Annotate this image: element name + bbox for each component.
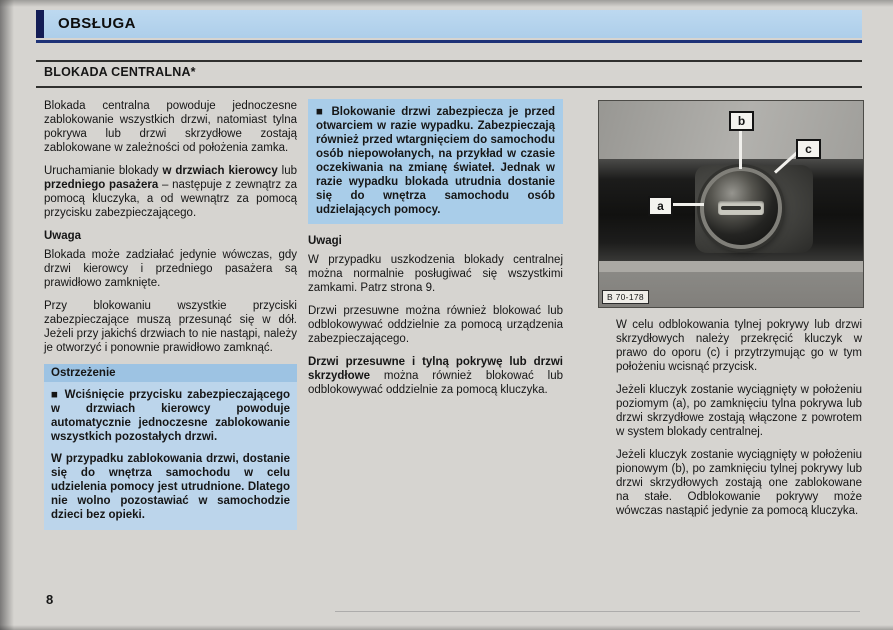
header-underline bbox=[36, 40, 862, 43]
text-run: Uruchamianie blokady bbox=[44, 165, 163, 177]
scan-edge-bottom bbox=[0, 625, 893, 630]
paragraph bbox=[308, 355, 563, 397]
text-run: lub bbox=[277, 165, 298, 177]
paragraph: Blokada może zadziałać jedynie wówczas, gdy drzwi kierowcy i przedniego pasażera są prawidłowo zamknięte. bbox=[44, 249, 297, 289]
column-middle bbox=[308, 99, 563, 406]
note-heading: Uwagi bbox=[308, 235, 342, 247]
warning-body bbox=[44, 382, 297, 530]
text-run-bold: w drzwiach kierowcy bbox=[162, 165, 278, 177]
page-number: 8 bbox=[46, 592, 54, 607]
page-header bbox=[36, 10, 862, 38]
column-left bbox=[44, 99, 297, 530]
paragraph: W przypadku uszkodzenia blokady centralnej można normalnie posługiwać się wszystkimi zamkami. Patrz strona 9. bbox=[308, 254, 563, 294]
text-run-bold: Drzwi przesuwne i tylną pokrywę lub drzwi skrzydłowe bbox=[308, 356, 563, 382]
figure-reference-code: B 70-178 bbox=[602, 290, 649, 304]
figure-label-c: c bbox=[796, 139, 821, 159]
figure-label-a: a bbox=[648, 196, 673, 216]
warning-heading: Ostrzeżenie bbox=[44, 364, 297, 382]
page-header-title: OBSŁUGA bbox=[58, 15, 136, 32]
print-bleed-line bbox=[335, 611, 860, 612]
info-highlight-box: ■ Blokowanie drzwi zabezpiecza je przed otwarciem w razie wypadku. Zabezpieczają również przed wtargnięciem do samochodu osób niepowołanych, na przykład w czasie oczekiwania na zmianę świateł. Jednak w razie wypadku blokada utrudnia dostanie się do wnętrza samochodu osób udzielających pomocy. bbox=[308, 99, 563, 224]
warning-paragraph: W przypadku zablokowania drzwi, dostanie się do wnętrza samochodu w celu udzielenia pomocy jest utrudnione. Dlatego nie wolno pozostawiać w samochodzie dzieci bez opieki. bbox=[51, 453, 290, 521]
keyhole-slot bbox=[718, 201, 764, 215]
paragraph: Przy blokowaniu wszystkie przyciski zabezpieczające muszą przesunąć się w dół. Jeżeli przy jakichś drzwiach to nie nastąpi, należy je otworzyć i ponownie prawidłowo zamknąć. bbox=[44, 300, 297, 354]
paragraph: Jeżeli kluczyk zostanie wyciągnięty w położeniu poziomym (a), po zamknięciu tylna pokrywa lub drzwi skrzydłowe zostają włączone z powrotem w system blokady centralnej. bbox=[616, 384, 862, 438]
paragraph: Blokada centralna powoduje jednoczesne zablokowanie wszystkich drzwi, natomiast tylna pokrywa lub drzwi skrzydłowe zostają zablokowane w zależności od położenia zamka. bbox=[44, 100, 297, 154]
section-rule-bottom bbox=[36, 86, 862, 88]
figure-lower-strip bbox=[599, 261, 863, 272]
lock-cylinder-figure bbox=[598, 100, 864, 308]
warning-paragraph: ■ Wciśnięcie przycisku zabezpieczającego w drzwiach kierowcy powoduje automatycznie jednoczesne zablokowanie wszystkich pozostałych drzwi. bbox=[51, 389, 290, 443]
text-run: – następuje z zewnątrz za pomocą kluczyka, a od wewnątrz za pomocą przycisku zabezpieczającego. bbox=[44, 179, 297, 219]
callout-line-a bbox=[670, 203, 704, 206]
paragraph: W celu odblokowania tylnej pokrywy lub drzwi skrzydłowych należy przekręcić kluczyk w prawo do oporu (c) i przytrzymując go w tym położeniu wcisnąć przycisk. bbox=[616, 319, 862, 373]
column-right bbox=[616, 318, 862, 527]
paragraph: Jeżeli kluczyk zostanie wyciągnięty w położeniu pionowym (b), po zamknięciu tylnej pokrywy lub drzwi skrzydłowych zostają one zablokowane na stałe. Odblokowanie pokrywy może wówczas nastąpić jedynie za pomocą kluczyka. bbox=[616, 449, 862, 517]
scan-edge-top bbox=[0, 0, 893, 7]
text-run: można również blokować lub odblokowywać oddzielnie za pomocą kluczyka. bbox=[308, 370, 563, 396]
paragraph: Drzwi przesuwne można również blokować lub odblokowywać oddzielnie za pomocą urządzenia zabezpieczającego. bbox=[308, 305, 563, 345]
warning-box bbox=[44, 364, 297, 530]
paragraph bbox=[44, 164, 297, 220]
note-heading: Uwaga bbox=[44, 230, 82, 242]
callout-line-b bbox=[739, 127, 742, 169]
keyhole-slot-line bbox=[721, 206, 761, 210]
figure-label-b: b bbox=[729, 111, 754, 131]
header-accent-stripe bbox=[36, 10, 44, 38]
section-rule-top bbox=[36, 60, 862, 62]
section-title: BLOKADA CENTRALNA* bbox=[44, 65, 196, 79]
text-run-bold: przedniego pasażera bbox=[44, 179, 159, 191]
scan-edge-left bbox=[0, 0, 14, 630]
